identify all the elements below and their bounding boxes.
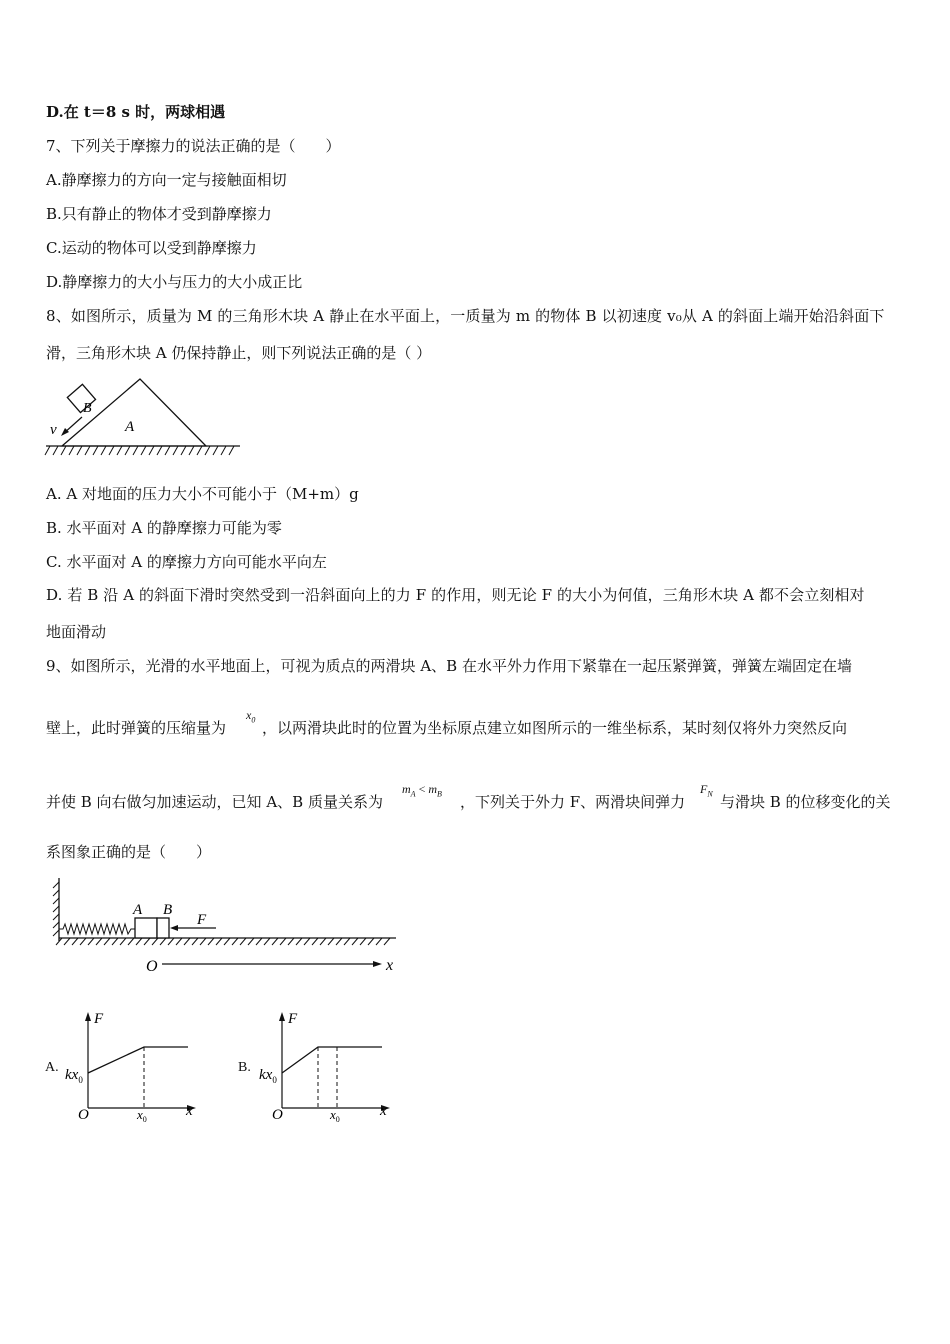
option-b-kx-label: $kx_0$: [259, 1067, 277, 1085]
question-8-option-c: C. 水平面对 A 的摩擦力方向可能水平向左: [46, 553, 327, 571]
figure-q8-incline: [44, 375, 244, 460]
block-a: [135, 918, 157, 938]
question-8-option-d-1: D. 若 B 沿 A 的斜面下滑时突然受到一沿斜面向上的力 F 的作用，则无论 F 的大小为何值，三角形木块 A 都不会立刻相对: [46, 586, 865, 604]
spring: [59, 924, 135, 934]
option-a-kx-label: $kx_0$: [65, 1067, 83, 1085]
question-9-line-4: 系图象正确的是（ ）: [46, 843, 212, 861]
option-a-x0-label: $x_0$: [137, 1107, 147, 1123]
label-b: B: [163, 902, 173, 918]
label-v: v: [50, 422, 57, 438]
question-9-line-1: 9、如图所示，光滑的水平地面上，可视为质点的两滑块 A、B 在水平外力作用下紧靠在一起压紧弹簧，弹簧左端固定在墙: [46, 657, 852, 675]
label-o: O: [146, 958, 158, 975]
question-8-option-d-2: 地面滑动: [46, 623, 107, 641]
symbol-fn: $F_N$: [700, 782, 713, 799]
question-9-line-3a: 并使 B 向右做匀加速运动，已知 A、B 质量关系为: [46, 793, 383, 811]
option-a-x-label: x: [186, 1103, 193, 1119]
option-a-o-label: O: [78, 1107, 89, 1123]
block-b: [157, 918, 169, 938]
option-b-curve: [282, 1047, 382, 1073]
question-9-line-2a: 壁上，此时弹簧的压缩量为: [46, 719, 227, 737]
option-b-x-label: x: [380, 1103, 387, 1119]
option-b-f-label: F: [288, 1011, 298, 1027]
question-7-option-d: D.静摩擦力的大小与压力的大小成正比: [46, 273, 303, 291]
option-b-letter[interactable]: B.: [238, 1060, 251, 1075]
label-a: A: [133, 902, 143, 918]
option-b-x0-label: $x_0$: [330, 1107, 340, 1123]
option-a-f-label: F: [94, 1011, 104, 1027]
label-f: F: [197, 912, 207, 928]
question-9-line-2b: ，以两滑块此时的位置为坐标原点建立如图所示的一维坐标系，某时刻仅将外力突然反向: [262, 719, 848, 737]
label-x: x: [386, 957, 394, 974]
question-8-option-a: A. A 对地面的压力大小不可能小于（M+m）g: [46, 485, 359, 503]
figure-q9-spring: [50, 874, 410, 979]
option-b-o-label: O: [272, 1107, 283, 1123]
question-8-option-b: B. 水平面对 A 的静摩擦力可能为零: [46, 519, 282, 537]
question-7-option-b: B.只有静止的物体才受到静摩擦力: [46, 205, 272, 223]
question-8-stem-1: 8、如图所示，质量为 M 的三角形木块 A 静止在水平面上，一质量为 m 的物体 B 以初速度 v₀从 A 的斜面上端开始沿斜面下: [46, 307, 885, 325]
prev-option-d: D.在 t＝8 s 时，两球相遇: [46, 103, 226, 121]
option-a-letter[interactable]: A.: [45, 1060, 59, 1075]
symbol-mass-relation: $m_A < m_B$: [402, 782, 442, 799]
question-9-line-3c: 与滑块 B 的位移变化的关: [720, 793, 891, 811]
question-7-option-c: C.运动的物体可以受到静摩擦力: [46, 239, 257, 257]
question-7-stem: 7、下列关于摩擦力的说法正确的是（ ）: [46, 137, 341, 155]
question-9-line-3b: ，下列关于外力 F、两滑块间弹力: [460, 793, 686, 811]
question-7-option-a: A.静摩擦力的方向一定与接触面相切: [46, 171, 287, 189]
label-a: A: [125, 419, 135, 435]
label-b: B: [83, 401, 92, 416]
option-a-graph[interactable]: [60, 1005, 200, 1123]
symbol-x0: $x_0$: [246, 708, 256, 725]
option-a-curve: [88, 1047, 188, 1073]
question-8-stem-2: 滑，三角形木块 A 仍保持静止，则下列说法正确的是（ ）: [46, 344, 432, 362]
option-b-graph[interactable]: [254, 1005, 394, 1123]
